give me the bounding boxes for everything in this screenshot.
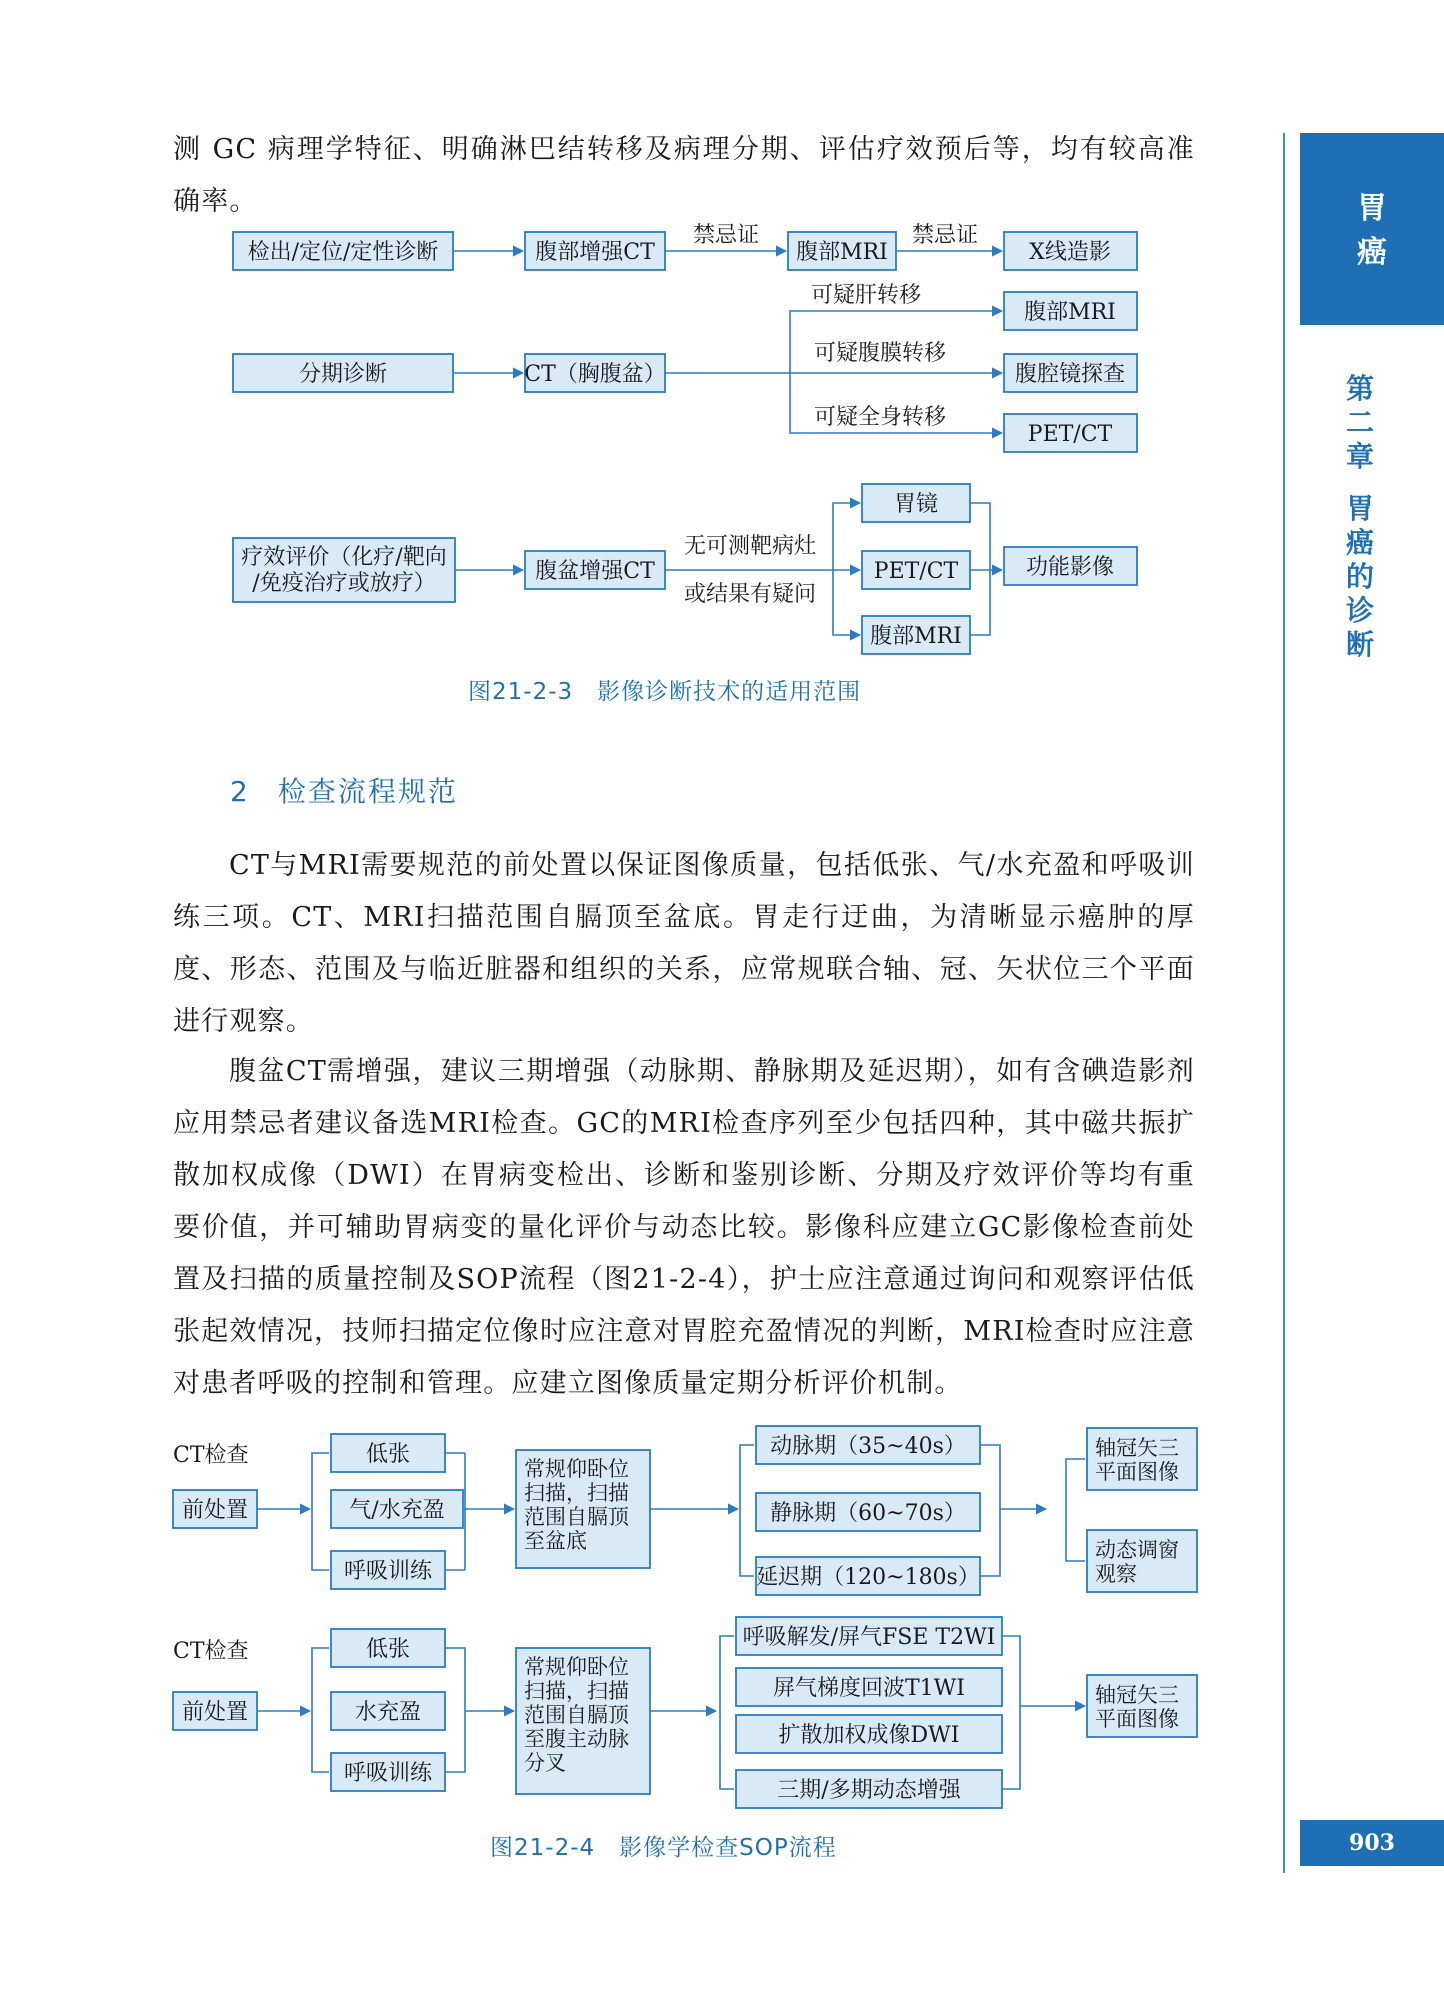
tab-char-1: 胃 xyxy=(1357,191,1387,226)
f2-text-seq4: 三期/多期动态增强 xyxy=(777,1778,961,1803)
f1-text-delayed: 延迟期（120~180s） xyxy=(756,1565,980,1590)
f1-text-pre: 前处置 xyxy=(181,1498,249,1523)
f2-label: CT检查 xyxy=(173,1639,249,1664)
f2-text-seq2: 屏气梯度回波T1WI xyxy=(773,1676,965,1701)
page-number: 903 xyxy=(1300,1820,1444,1866)
section-title: 检查流程规范 xyxy=(277,775,458,808)
paragraph-1: CT与MRI需要规范的前处置以保证图像质量，包括低张、气/水充盈和呼吸训练三项。CT、MRI扫描范围自膈顶至盆底。胃走行迂曲，为清晰显示癌肿的厚度、形态、范围及与临近脏器和组织的关系，应常规联合轴、冠、矢状位三个平面进行观察。 xyxy=(173,850,1195,1037)
text-pelvic-ct: 腹盆增强CT xyxy=(535,559,655,584)
f1-text-gas-water: 气/水充盈 xyxy=(349,1498,445,1523)
f1-text-breathing: 呼吸训练 xyxy=(343,1559,433,1584)
text-laparoscopy: 腹腔镜探查 xyxy=(1014,362,1126,387)
label-whole-body: 可疑全身转移 xyxy=(813,405,947,430)
f1-label: CT检查 xyxy=(173,1443,249,1468)
f1-scan-line-1: 常规仰卧位 xyxy=(524,1457,629,1481)
f1-scan-line-3: 范围自膈顶 xyxy=(524,1505,629,1529)
figure-21-2-3-caption: 图21-2-3 影像诊断技术的适用范围 xyxy=(468,679,862,705)
f1-text-arterial: 动脉期（35~40s） xyxy=(770,1434,966,1459)
text-petct-1: PET/CT xyxy=(1027,422,1113,447)
label-contra-1: 禁忌证 xyxy=(692,223,760,248)
figure-21-2-3-diagram xyxy=(0,0,1444,680)
figure-21-2-4-caption: 图21-2-4 影像学检查SOP流程 xyxy=(490,1835,837,1861)
text-eval-2: /免疫治疗或放疗） xyxy=(252,571,436,596)
f1-text-venous: 静脉期（60~70s） xyxy=(770,1501,966,1526)
chapter-label xyxy=(1340,372,1380,662)
label-contra-2: 禁忌证 xyxy=(911,223,979,248)
f1-text-hypotonic: 低张 xyxy=(365,1442,411,1467)
f1-scan-line-4: 至盆底 xyxy=(524,1529,587,1553)
label-peritoneum: 可疑腹膜转移 xyxy=(813,341,947,366)
f2-scan-line-1: 常规仰卧位 xyxy=(524,1655,629,1679)
text-abd-ct: 腹部增强CT xyxy=(535,240,655,265)
f2-scan-line-4: 至腹主动脉 xyxy=(524,1727,629,1751)
f1-planes-line-2: 平面图像 xyxy=(1095,1460,1179,1484)
text-functional: 功能影像 xyxy=(1025,555,1115,580)
text-xray: X线造影 xyxy=(1029,240,1111,265)
f2-scan-line-2: 扫描，扫描 xyxy=(524,1679,629,1703)
f2-text-seq1: 呼吸解发/屏气FSE T2WI xyxy=(742,1625,996,1650)
text-eval-1: 疗效评价（化疗/靶向 xyxy=(241,545,447,570)
label-doubtful: 或结果有疑问 xyxy=(683,582,817,607)
text-abd-mri-3: 腹部MRI xyxy=(870,624,962,649)
f1-dynamic-line-2: 观察 xyxy=(1095,1562,1137,1586)
chapter-title: 胃癌的诊断 xyxy=(1345,492,1374,661)
f2-scan-line-3: 范围自膈顶 xyxy=(524,1703,629,1727)
f2-planes-line-2: 平面图像 xyxy=(1095,1707,1179,1731)
text-ct-chest: CT（胸腹盆） xyxy=(524,362,666,387)
text-staging: 分期诊断 xyxy=(298,362,388,387)
f2-text-water: 水充盈 xyxy=(354,1700,422,1725)
f2-text-pre: 前处置 xyxy=(181,1700,249,1725)
paragraph-intro: 测 GC 病理学特征、明确淋巴结转移及病理分期、评估疗效预后等，均有较高准确率。 xyxy=(173,134,1195,217)
chapter-tab xyxy=(1300,133,1444,325)
f1-planes-line-1: 轴冠矢三 xyxy=(1095,1436,1179,1460)
tab-char-2: 癌 xyxy=(1357,235,1387,270)
label-no-target: 无可测靶病灶 xyxy=(683,534,817,559)
f2-planes-line-1: 轴冠矢三 xyxy=(1095,1683,1179,1707)
f2-text-seq3: 扩散加权成像DWI xyxy=(778,1723,960,1748)
text-gastroscope: 胃镜 xyxy=(893,492,939,517)
label-liver: 可疑肝转移 xyxy=(810,283,922,308)
figure-21-2-4-diagram xyxy=(0,1420,1444,1820)
f2-scan-line-5: 分叉 xyxy=(524,1751,566,1775)
text-petct-2: PET/CT xyxy=(873,559,959,584)
f2-text-hypotonic: 低张 xyxy=(365,1637,411,1662)
chapter-number: 第二章 xyxy=(1345,372,1374,473)
f1-scan-line-2: 扫描，扫描 xyxy=(524,1481,629,1505)
f1-dynamic-line-1: 动态调窗 xyxy=(1095,1538,1179,1562)
section-heading xyxy=(230,770,458,810)
paragraph-2: 腹盆CT需增强，建议三期增强（动脉期、静脉期及延迟期），如有含碘造影剂应用禁忌者建议备选MRI检查。GC的MRI检查序列至少包括四种，其中磁共振扩散加权成像（DWI）在胃病变检出、诊断和鉴别诊断、分期及疗效评价等均有重要价值，并可辅助胃病变的量化评价与动态比较。影像科应建立GC影像检查前处置及扫描的质量控制及SOP流程（图21-2-4），护士应注意通过询问和观察评估低张起效情况，技师扫描定位像时应注意对胃腔充盈情况的判断，MRI检查时应注意对患者呼吸的控制和管理。应建立图像质量定期分析评价机制。 xyxy=(173,1056,1195,1399)
text-abd-mri-2: 腹部MRI xyxy=(1024,300,1116,325)
section-number: 2 xyxy=(230,775,250,808)
text-abd-mri-1: 腹部MRI xyxy=(796,240,888,265)
f2-text-breathing: 呼吸训练 xyxy=(343,1761,433,1786)
text-detect: 检出/定位/定性诊断 xyxy=(247,240,439,265)
sidebar-divider xyxy=(1283,133,1285,1873)
